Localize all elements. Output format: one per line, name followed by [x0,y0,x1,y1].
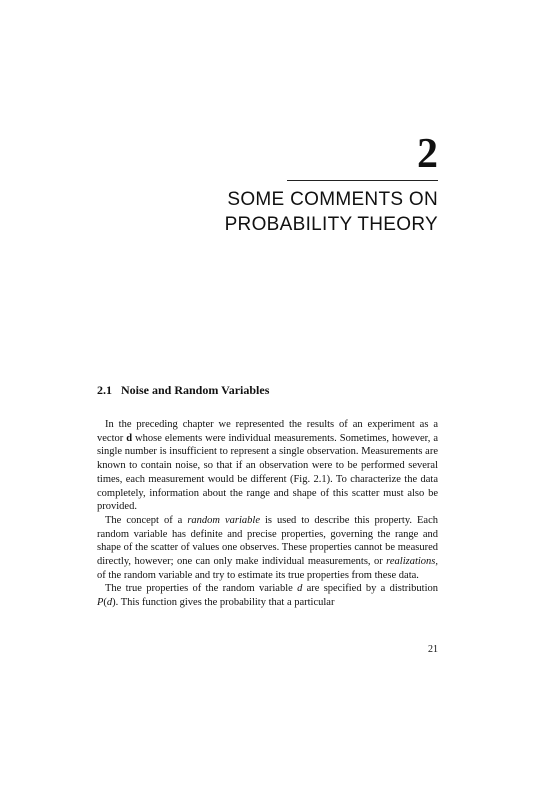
text-run: The true properties of the random variable [105,583,298,595]
chapter-number: 2 [417,131,438,177]
text-run: ). This function gives the probability that a particular [112,597,335,609]
paragraph-1 [97,418,438,514]
chapter-title-line-1: SOME COMMENTS ON [227,189,438,210]
italic-run: realizations, [386,556,438,568]
chapter-title [180,187,438,237]
text-run: is used to describe this property. Each random variable has definite and precise properties, governing the range and shape of the scatter of values one observes. These properties cannot be measured directly, however; one can only make individual measurements, or [97,514,438,568]
text-run: of the random variable and try to estimate its true properties from these data. [97,569,419,581]
italic-run: P [97,597,104,609]
italic-run: d [106,597,113,609]
paragraph-2 [97,514,438,583]
text-run: are specified by a distribution [302,583,439,595]
section-title: Noise and Random Variables [121,383,270,397]
paragraph-3 [97,582,438,609]
bold-run: d [126,432,133,444]
chapter-rule [287,180,438,181]
body-text [97,418,438,610]
text-run: The concept of a [105,514,188,526]
section-number: 2.1 [97,383,112,397]
section-heading [97,382,269,398]
italic-run: d [297,583,303,595]
chapter-title-line-2: PROBABILITY THEORY [224,214,438,235]
text-run: In the preceding chapter we represented the results of an experiment as a vector [97,419,438,444]
page-number: 21 [428,644,438,655]
text-run: whose elements were individual measurements. Sometimes, however, a single number is insufficient to represent a single observation. Measurements are known to contain noise, so that if an observation were to be performed several times, each measurement would be different (Fig. 2.1). To characterize the data completely, information about the range and shape of this scatter must also be provided. [97,432,438,513]
text-run: ( [103,597,107,609]
italic-run: random variable [187,514,260,526]
